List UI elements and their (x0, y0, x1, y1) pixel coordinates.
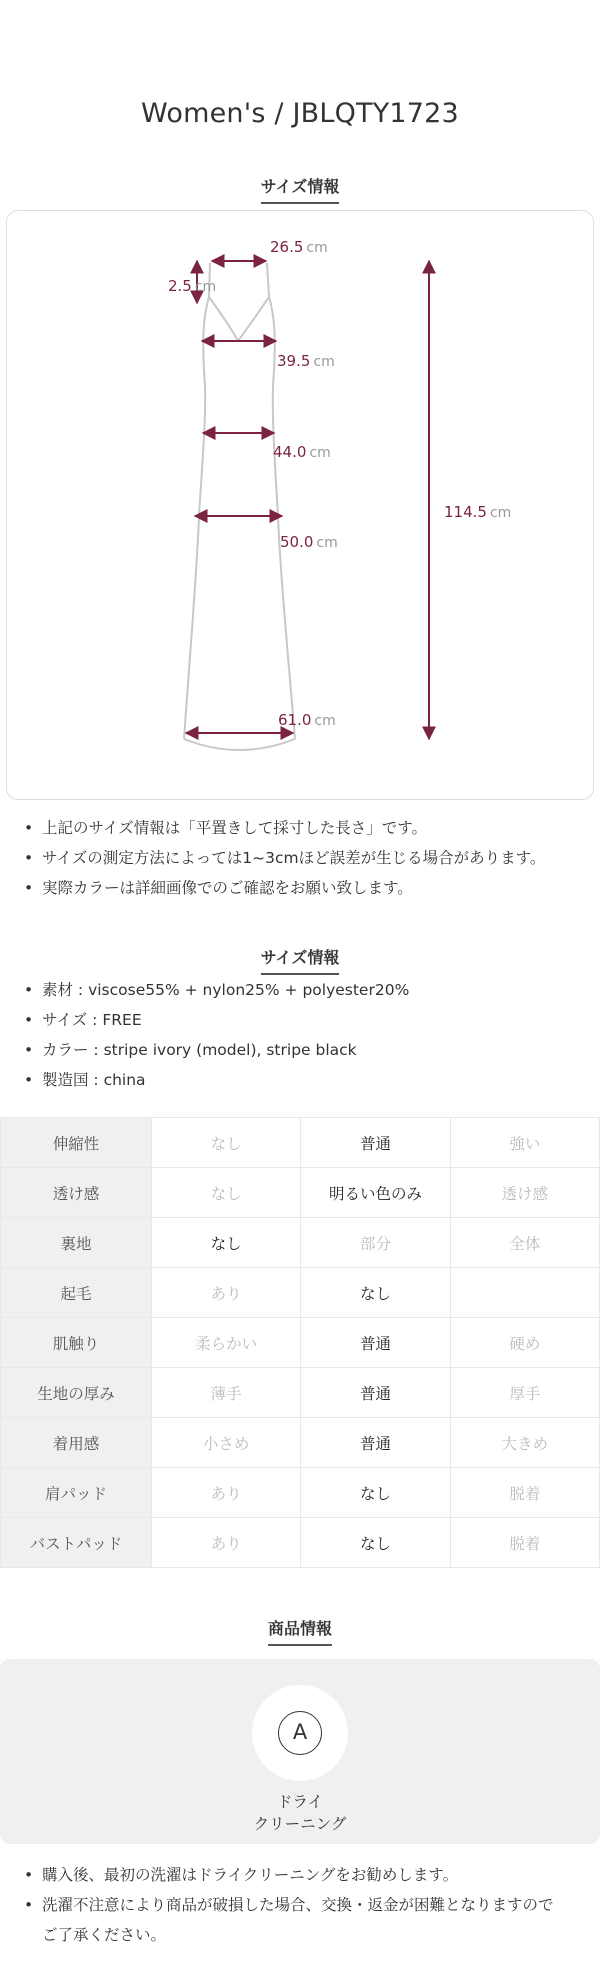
care-notes-list (20, 1860, 590, 1950)
attribute-option (450, 1268, 599, 1318)
attribute-label: 裏地 (1, 1218, 152, 1268)
chest-measure-label: 39.5 cm (277, 352, 335, 370)
attribute-label: 伸縮性 (1, 1118, 152, 1168)
list-item: • 洗濯不注意により商品が破損した場合、交換・返金が困難となりますので (20, 1890, 590, 1920)
attribute-label: 着用感 (1, 1418, 152, 1468)
waist-measure-label: 44.0 cm (273, 443, 331, 461)
table-row (1, 1368, 600, 1418)
attribute-option: 脱着 (450, 1518, 599, 1568)
attribute-option: なし (152, 1218, 301, 1268)
table-row (1, 1118, 600, 1168)
attribute-option: あり (152, 1518, 301, 1568)
dress-outline (184, 263, 295, 750)
table-row (1, 1418, 600, 1468)
attribute-label: バストパッド (1, 1518, 152, 1568)
list-item: • 上記のサイズ情報は「平置きして採寸した長さ」です。 (20, 813, 590, 843)
attribute-option: 普通 (301, 1418, 450, 1468)
attribute-label: 肌触り (1, 1318, 152, 1368)
list-item: • 購入後、最初の洗濯はドライクリーニングをお勧めします。 (20, 1860, 590, 1890)
size-notes-list (20, 813, 590, 903)
shoulder-measure-label: 26.5 cm (270, 238, 328, 256)
table-row (1, 1318, 600, 1368)
care-heading: 商品情報 (0, 1616, 600, 1646)
size-info-heading: サイズ情報 (0, 174, 600, 204)
attribute-option: 透け感 (450, 1168, 599, 1218)
attribute-option: 薄手 (152, 1368, 301, 1418)
attribute-option: 普通 (301, 1318, 450, 1368)
attribute-option: なし (301, 1518, 450, 1568)
list-item: • 製造国 : china (20, 1065, 590, 1095)
hip-measure-label: 50.0 cm (280, 533, 338, 551)
table-row (1, 1518, 600, 1568)
attribute-option: あり (152, 1268, 301, 1318)
attribute-option: 硬め (450, 1318, 599, 1368)
attribute-option: なし (301, 1468, 450, 1518)
list-item: • 実際カラーは詳細画像でのご確認をお願い致します。 (20, 873, 590, 903)
attribute-option: 普通 (301, 1368, 450, 1418)
care-panel (0, 1659, 600, 1844)
list-item: • サイズ : FREE (20, 1005, 590, 1035)
attribute-option: なし (301, 1268, 450, 1318)
attribute-option: 脱着 (450, 1468, 599, 1518)
attribute-table (0, 1117, 600, 1568)
product-title: Women's / JBLQTY1723 (141, 98, 459, 129)
list-item: • サイズの測定方法によっては1~3cmほど誤差が生じる場合があります。 (20, 843, 590, 873)
strap-measure-label: 2.5 cm (168, 277, 217, 295)
attribute-option: あり (152, 1468, 301, 1518)
attribute-option: 全体 (450, 1218, 599, 1268)
list-item: • 素材 : viscose55% + nylon25% + polyester20% (20, 975, 590, 1005)
dry-clean-icon: A (278, 1711, 322, 1755)
attribute-option: なし (152, 1168, 301, 1218)
care-icon-badge (252, 1685, 348, 1781)
product-info-heading: サイズ情報 (0, 945, 600, 975)
list-item: • カラー : stripe ivory (model), stripe black (20, 1035, 590, 1065)
attribute-option: 大きめ (450, 1418, 599, 1468)
attribute-option: 柔らかい (152, 1318, 301, 1368)
care-label: ドライ クリーニング (253, 1793, 347, 1833)
hem-measure-label: 61.0 cm (278, 711, 336, 729)
attribute-option: 小さめ (152, 1418, 301, 1468)
product-info-list (20, 975, 590, 1095)
table-row (1, 1468, 600, 1518)
attribute-option: 部分 (301, 1218, 450, 1268)
attribute-option: 普通 (301, 1118, 450, 1168)
attribute-label: 透け感 (1, 1168, 152, 1218)
attribute-label: 肩パッド (1, 1468, 152, 1518)
length-measure-label: 114.5 cm (444, 503, 512, 521)
attribute-option: 明るい色のみ (301, 1168, 450, 1218)
attribute-label: 起毛 (1, 1268, 152, 1318)
table-row (1, 1218, 600, 1268)
table-row (1, 1168, 600, 1218)
table-row (1, 1268, 600, 1318)
size-diagram (6, 210, 594, 800)
attribute-label: 生地の厚み (1, 1368, 152, 1418)
attribute-option: 強い (450, 1118, 599, 1168)
attribute-option: 厚手 (450, 1368, 599, 1418)
list-item-continued: ご了承ください。 (42, 1926, 167, 1944)
attribute-option: なし (152, 1118, 301, 1168)
